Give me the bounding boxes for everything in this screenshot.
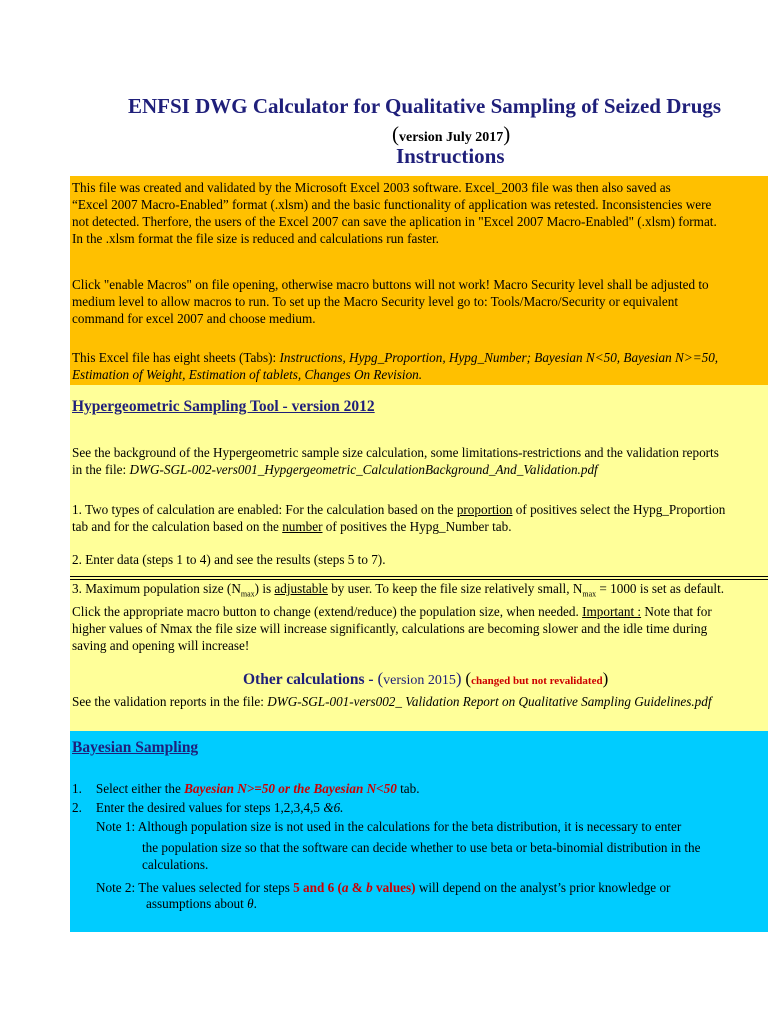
- other-calculations-heading: Other calculations - (version 2015) (changed but not revalidated): [243, 669, 609, 688]
- hypergeometric-background: See the background of the Hypergeometric sample size calculation, some limitations-restrictions and the validation reports in the file: DWG-SGL-002-vers001_Hypgergeometric_CalculationBackground_And_Validation.pdf: [72, 445, 719, 477]
- hypergeometric-heading[interactable]: Hypergeometric Sampling Tool - version 2012: [72, 398, 375, 415]
- note-2-line-2: assumptions about θ.: [146, 896, 257, 911]
- bayesian-step-1: 1. Select either the Bayesian N>=50 or the Bayesian N<50 tab.: [72, 781, 420, 796]
- version-label: (version July 2017): [392, 122, 511, 146]
- bayesian-heading[interactable]: Bayesian Sampling: [72, 739, 199, 756]
- page-title: ENFSI DWG Calculator for Qualitative Sampling of Seized Drugs: [128, 94, 722, 118]
- note-1-line-2: the population size so that the software can decide whether to use beta or beta-binomial distribution in the calculations.: [142, 840, 701, 872]
- step-3-text: 3. Maximum population size $(N_{max})$ is adjustable by user. To keep the file size relatively small, $N_{max} = 1000$ is set as default. Click the appropriate macro button to change (extend/reduce) the population size, when needed. Important : Note that for higher values of Nmax the file size will increase significantly, calculations are becoming slower and the idle time during saving and opening will increase!: [72, 581, 725, 653]
- step-1-text: 1. Two types of calculation are enabled: For the calculation based on the proportion of positives select the Hypg_Proportion tab and for the calculation based on the number of positives the Hypg_Number tab.: [72, 502, 726, 534]
- note-1-line-1: Note 1: Although population size is not used in the calculations for the beta distribution, it is necessary to enter: [96, 819, 682, 834]
- sheets-paragraph: This Excel file has eight sheets (Tabs): Instructions, Hypg_Proportion, Hypg_Number; Bayesian N<50, Bayesian N>=50, Estimation of Weight, Estimation of tablets, Changes On Revision.: [72, 350, 719, 382]
- step-2-text: 2. Enter data (steps 1 to 4) and see the results (steps 5 to 7).: [72, 552, 386, 567]
- macro-paragraph: Click "enable Macros" on file opening, otherwise macro buttons will not work! Macro Security level shall be adjusted to medium level to allow macros to run. To set up the Macro Security level go to: Tools/Macro/Security or equivalent command for excel 2007 and choose medium.: [72, 277, 709, 326]
- bayesian-step-2: 2. Enter the desired values for steps 1,2,3,4,5 &6.: [72, 800, 344, 815]
- validation-reference: See the validation reports in the file: DWG-SGL-001-vers002_ Validation Report on Qualitative Sampling Guidelines.pdf: [72, 694, 712, 709]
- note-2-line-1: Note 2: The values selected for steps 5 and 6 (a & b values) will depend on the analyst’s prior knowledge or: [96, 880, 671, 895]
- intro-paragraph: This file was created and validated by the Microsoft Excel 2003 software. Excel_2003 file was then also saved as “Excel 2007 Macro-Enabled” format (.xlsm) and the basic functionality of application was retested. Inconsistencies were not detected. Therfore, the users of the Excel 2007 can save the aplication in "Excel 2007 Macro-Enabled" (.xlsm) format. In the .xlsm format the file size is reduced and calculations run faster.: [72, 180, 717, 246]
- instructions-heading: Instructions: [396, 144, 505, 168]
